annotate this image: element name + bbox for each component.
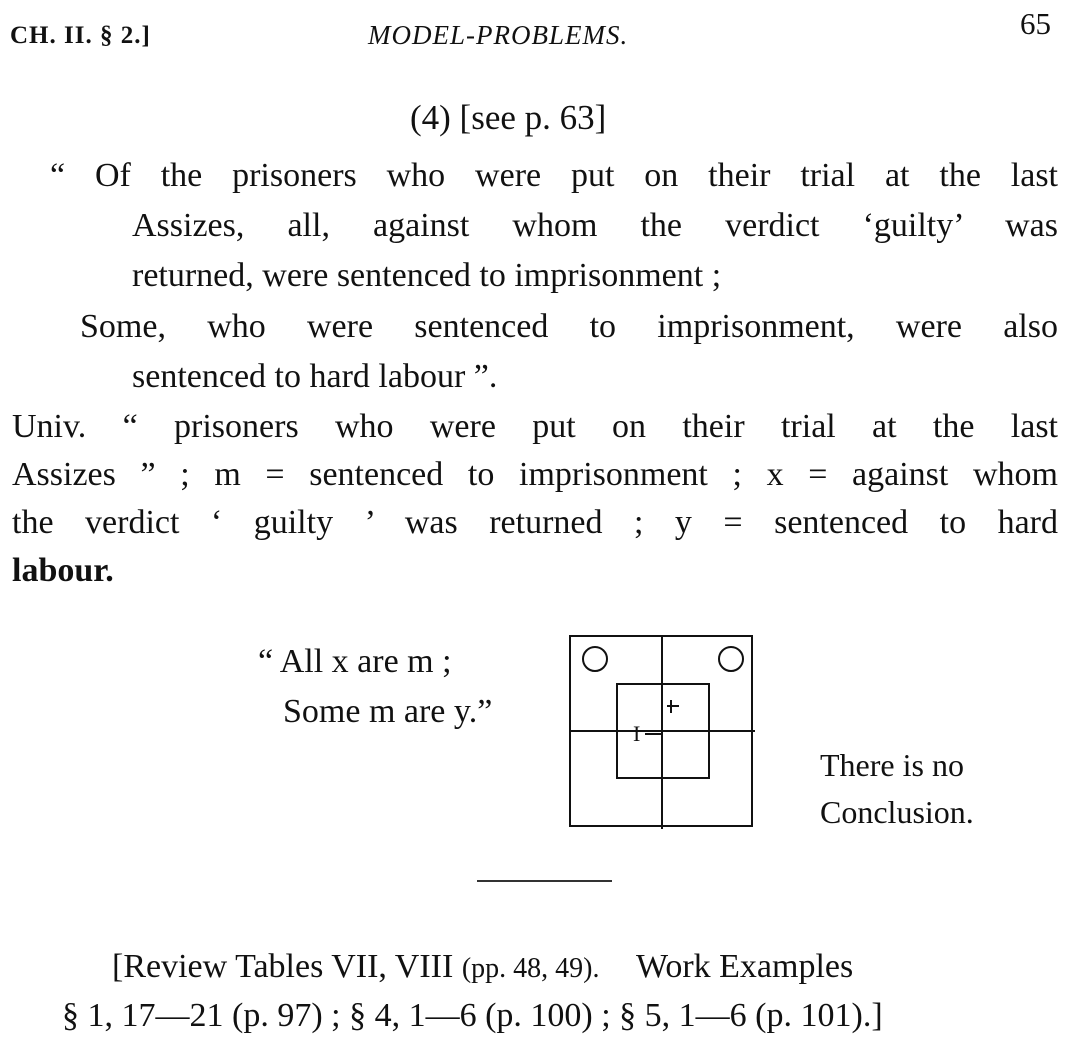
running-header-title: MODEL-PROBLEMS. <box>368 20 629 50</box>
diagram-empty-marker-left <box>583 647 607 671</box>
premise2-line2: sentenced to hard labour ”. <box>132 358 498 395</box>
review-line2: § 1, 17—21 (p. 97) ; § 4, 1—6 (p. 100) ; § 5, 1—6 (p. 101).] <box>62 997 883 1034</box>
running-header-chapter: CH. II. § 2.] <box>10 22 151 49</box>
review-work-examples-text: Work Examples <box>635 948 854 985</box>
review-pages-text: (pp. 48, 49). <box>461 953 600 984</box>
conclusion-line2: Conclusion. <box>820 794 974 830</box>
premise1-line1: “ Of the prisoners who were put on their trial at the last <box>50 157 1058 194</box>
syllogism-premise1: “ All x are m ; <box>258 643 452 680</box>
diagram-empty-marker-right <box>719 647 743 671</box>
review-tables-text: [Review Tables VII, VIII <box>112 948 454 985</box>
syllogism-premise2: Some m are y.” <box>283 693 493 730</box>
universe-line4: labour. <box>12 552 114 589</box>
universe-line2: Assizes ” ; m = sentenced to imprisonment ; x = against whom <box>12 456 1058 493</box>
problem-heading: (4) [see p. 63] <box>410 98 607 137</box>
premise1-line3: returned, were sentenced to imprisonment ; <box>132 257 722 294</box>
universe-line3: the verdict ‘ guilty ’ was returned ; y = sentenced to hard <box>12 504 1058 541</box>
review-line1 <box>112 943 853 993</box>
page-number: 65 <box>1020 6 1051 41</box>
universe-line1: Univ. “ prisoners who were put on their trial at the last <box>12 408 1058 445</box>
diagram-svg <box>571 637 755 829</box>
diagram-occupied-marker-label: I <box>633 721 641 746</box>
syllogism-diagram <box>569 635 753 827</box>
premise2-line1: Some, who were sentenced to imprisonment, were also <box>80 308 1058 345</box>
premise1-line2: Assizes, all, against whom the verdict ‘guilty’ was <box>132 207 1058 244</box>
section-divider <box>477 880 612 882</box>
conclusion-line1: There is no <box>820 747 964 783</box>
